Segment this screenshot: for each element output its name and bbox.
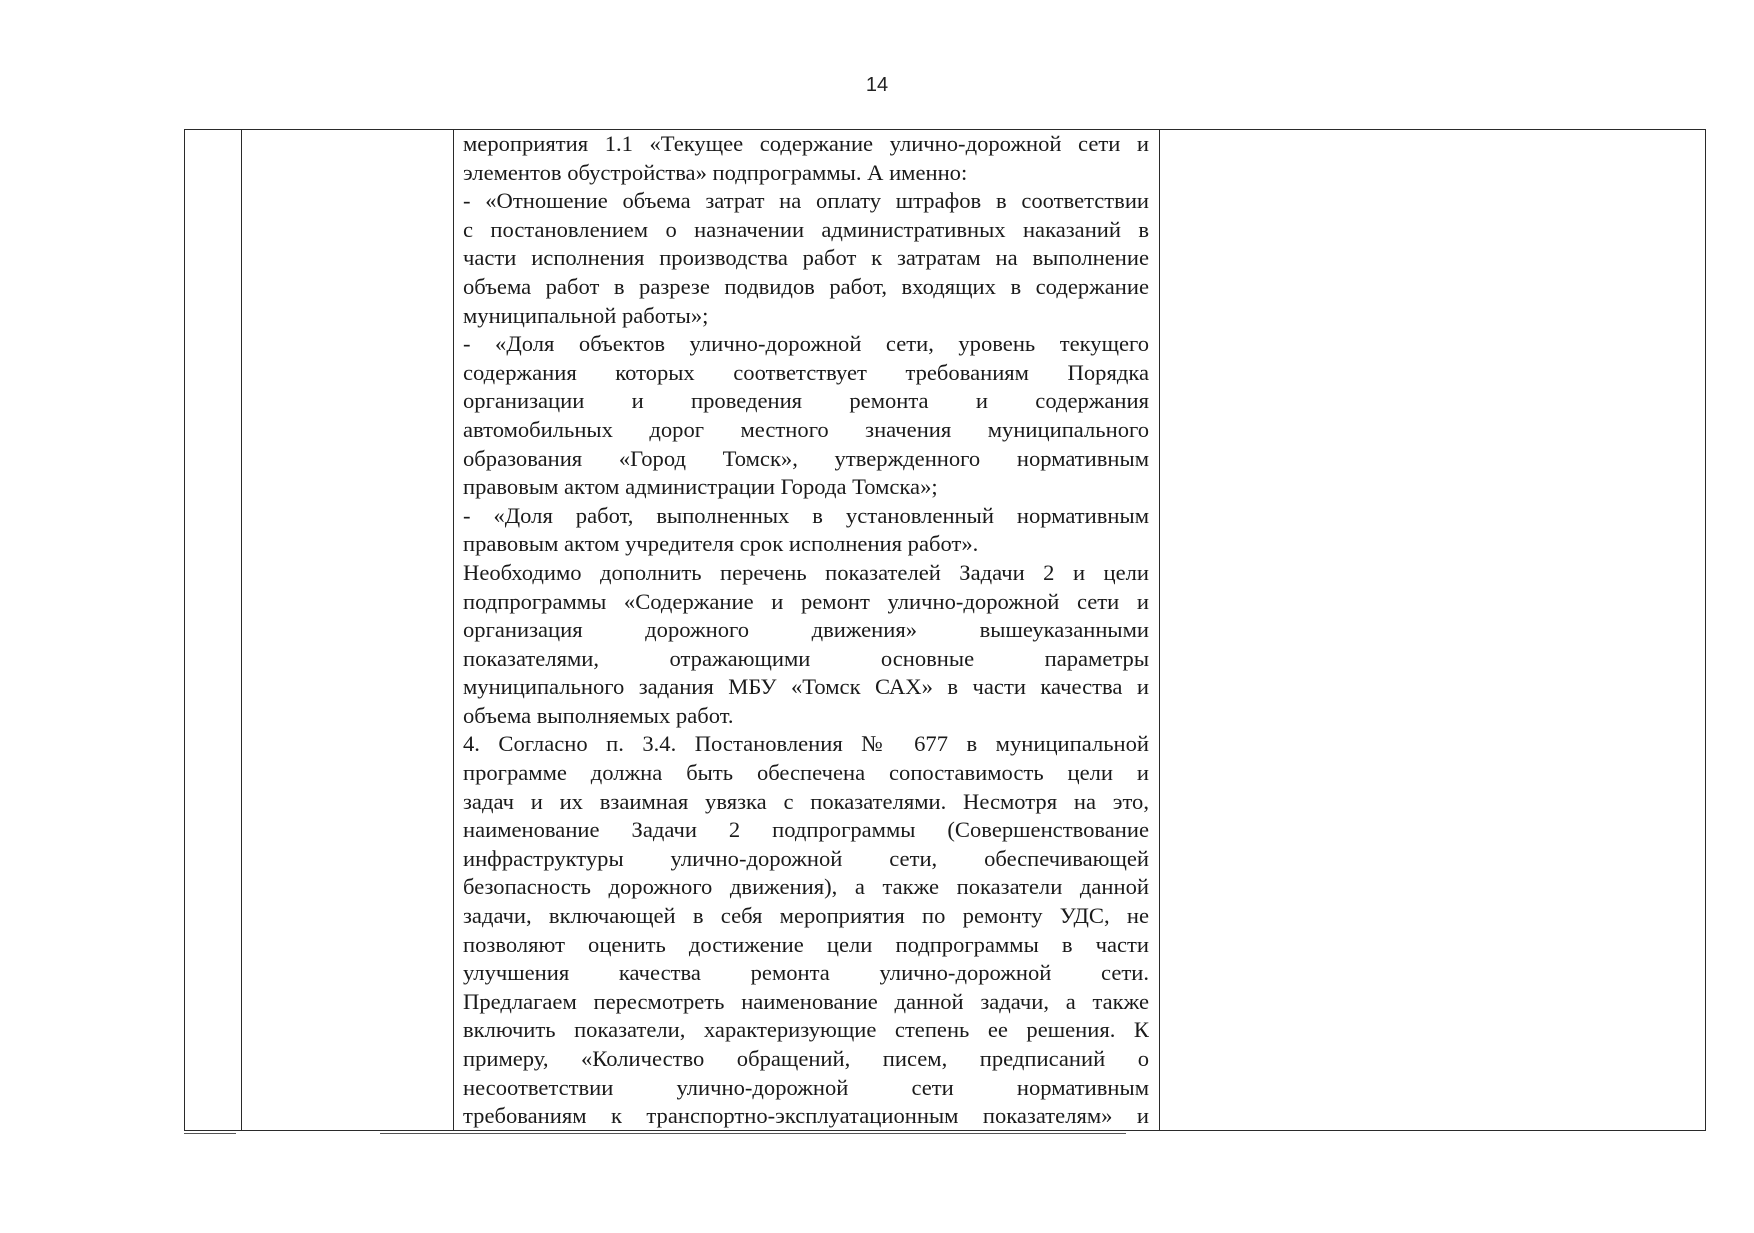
text-line: с постановлением о назначении административных наказаний в (463, 216, 1149, 242)
text-line: автомобильных дорог местного значения муниципального (463, 416, 1149, 442)
text-line: задач и их взаимная увязка с показателями. Несмотря на это, (463, 788, 1149, 814)
text-line: Предлагаем пересмотреть наименование данной задачи, а также (463, 988, 1149, 1014)
text-line: подпрограммы «Содержание и ремонт улично-дорожной сети и (463, 588, 1149, 614)
bottom-rule (380, 1133, 1126, 1134)
text-line: объема работ в разрезе подвидов работ, входящих в содержание (463, 273, 1149, 299)
text-line: безопасность дорожного движения), а также показатели данной (463, 874, 1149, 900)
table-column-divider (1159, 130, 1160, 1130)
text-line: организации и проведения ремонта и содержания (463, 388, 1149, 414)
table-cell-text (463, 130, 1149, 1131)
text-line: задачи, включающей в себя мероприятия по ремонту УДС, не (463, 903, 1149, 929)
text-line: мероприятия 1.1 «Текущее содержание улично-дорожной сети и (463, 131, 1149, 156)
text-line: примеру, «Количество обращений, писем, предписаний о (463, 1046, 1149, 1071)
text-line: позволяют оценить достижение цели подпрограммы в части (463, 931, 1149, 957)
text-line: правовым актом администрации Города Томска»; (463, 474, 938, 500)
text-line: несоответствии улично-дорожной сети нормативным (463, 1074, 1149, 1100)
text-line: муниципальной работы»; (463, 302, 709, 328)
text-line: объема выполняемых работ. (463, 702, 734, 728)
text-line: содержания которых соответствует требованиям Порядка (463, 359, 1149, 385)
text-line: - «Отношение объема затрат на оплату штрафов в соответствии (463, 188, 1149, 214)
text-line: образования «Город Томск», утвержденного нормативным (463, 445, 1149, 471)
table-column-divider (453, 130, 454, 1130)
text-line: муниципального задания МБУ «Томск САХ» в части качества и (463, 674, 1149, 700)
text-line: части исполнения производства работ к затратам на выполнение (463, 245, 1149, 271)
text-line: включить показатели, характеризующие степень ее решения. К (463, 1017, 1149, 1043)
document-table (184, 129, 1706, 1131)
text-line: Необходимо дополнить перечень показателей Задачи 2 и цели (463, 559, 1149, 585)
text-line: - «Доля объектов улично-дорожной сети, уровень текущего (463, 331, 1149, 357)
text-line: программе должна быть обеспечена сопоставимость цели и (463, 760, 1149, 786)
text-line: наименование Задачи 2 подпрограммы (Совершенствование (463, 817, 1149, 843)
text-line: инфраструктуры улично-дорожной сети, обеспечивающей (463, 845, 1149, 871)
text-line: правовым актом учредителя срок исполнения работ». (463, 531, 979, 557)
text-line: показателями, отражающими основные параметры (463, 645, 1149, 671)
text-line: организация дорожного движения» вышеуказанными (463, 617, 1149, 643)
text-line: элементов обустройства» подпрограммы. А именно: (463, 159, 968, 185)
text-line: 4. Согласно п. 3.4. Постановления № 677 в муниципальной (463, 731, 1149, 757)
bottom-rule (184, 1133, 236, 1134)
page-number: 14 (865, 74, 889, 96)
text-line: улучшения качества ремонта улично-дорожной сети. (463, 960, 1149, 986)
text-line: - «Доля работ, выполненных в установленный нормативным (463, 502, 1149, 528)
text-line: требованиям к транспортно-эксплуатационным показателям» и (463, 1103, 1149, 1129)
table-column-divider (241, 130, 242, 1130)
